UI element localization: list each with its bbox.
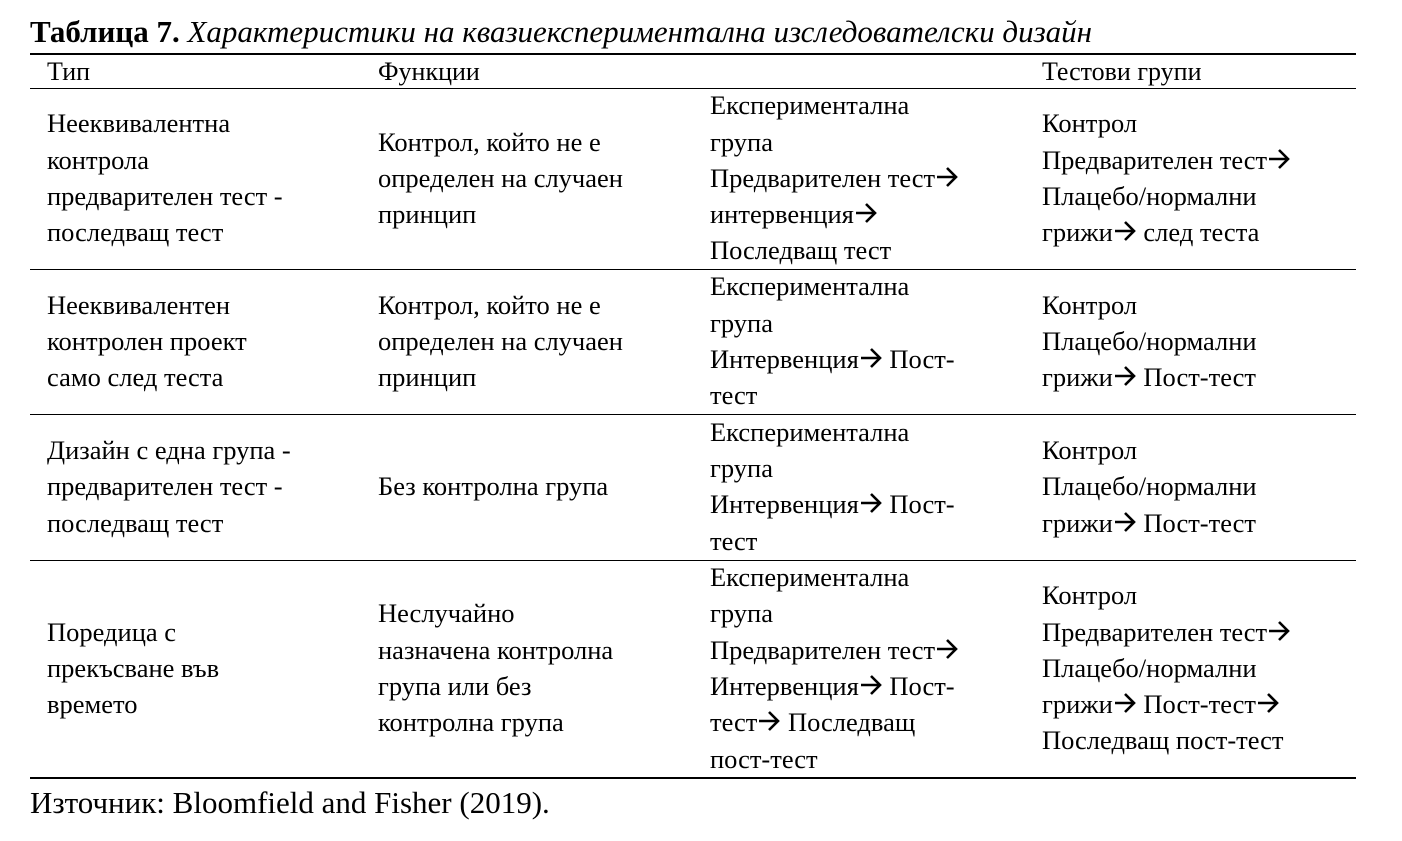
cell-line — [1042, 105, 1291, 141]
cell-text: Плацебо/нормални — [1042, 180, 1257, 211]
cell-text: Нееквивалентна — [47, 108, 231, 139]
cell-line — [710, 268, 955, 304]
cell-text: грижи — [1042, 689, 1113, 720]
cell-line — [710, 377, 955, 413]
cell-line — [47, 686, 219, 722]
cell-line — [710, 523, 955, 559]
cell-text: Експериментална — [710, 416, 910, 447]
cell-text-after: Пост- — [882, 343, 955, 374]
functions-cell — [378, 468, 608, 504]
cell-text: Предварителен тест — [1042, 616, 1268, 647]
cell-line — [710, 486, 955, 522]
arrow-right-icon — [1113, 508, 1137, 536]
cell-text: Експериментална — [710, 562, 910, 593]
cell-line — [378, 704, 613, 740]
experimental-cell — [710, 559, 959, 777]
cell-text-after: Пост- — [882, 670, 955, 701]
cell-text: интервенция — [710, 199, 854, 230]
cell-text: контролна група — [378, 707, 564, 738]
cell-line — [710, 668, 959, 704]
arrow-right-icon — [1256, 689, 1280, 717]
cell-text: група — [710, 453, 773, 484]
cell-line — [710, 704, 959, 740]
cell-text: Плацебо/нормални — [1042, 325, 1257, 356]
rule-row-3 — [30, 560, 1356, 561]
cell-text: само след теста — [47, 362, 224, 393]
cell-line — [378, 196, 623, 232]
arrow-right-icon — [859, 671, 883, 699]
cell-text: Контрол — [1042, 435, 1138, 466]
cell-line — [710, 87, 959, 123]
cell-line — [47, 214, 283, 250]
cell-line — [47, 287, 247, 323]
cell-text: принцип — [378, 199, 477, 230]
cell-line — [710, 341, 955, 377]
rule-row-1 — [30, 269, 1356, 270]
cell-line — [710, 196, 959, 232]
header-functions: Функции — [378, 57, 480, 86]
arrow-right-icon — [757, 707, 781, 735]
cell-line — [710, 741, 959, 777]
cell-line — [378, 632, 613, 668]
cell-text: група — [710, 598, 773, 629]
cell-text: група — [710, 126, 773, 157]
cell-text: Контрол — [1042, 289, 1138, 320]
cell-text: контролен проект — [47, 325, 247, 356]
cell-text: Експериментална — [710, 90, 910, 121]
cell-line — [1042, 686, 1291, 722]
arrow-right-icon — [1113, 689, 1137, 717]
cell-line — [710, 232, 959, 268]
cell-text: тест — [710, 525, 758, 556]
cell-line — [710, 124, 959, 160]
arrow-right-icon — [854, 199, 878, 227]
cell-line — [710, 450, 955, 486]
table-caption — [30, 12, 1092, 52]
cell-text: Неслучайно — [378, 598, 515, 629]
cell-text: Плацебо/нормални — [1042, 471, 1257, 502]
cell-line — [710, 414, 955, 450]
arrow-right-icon — [1267, 617, 1291, 645]
table-title: Характеристики на квазиекспериментална изследователски дизайн — [187, 14, 1093, 49]
arrow-right-icon — [859, 489, 883, 517]
cell-text: Контрол, който не е — [378, 126, 601, 157]
cell-line — [1042, 432, 1257, 468]
cell-text-after: Пост-тест — [1136, 507, 1256, 538]
rule-header — [30, 88, 1356, 89]
type-cell — [47, 432, 291, 541]
cell-text: Поредица с — [47, 616, 177, 647]
cell-line — [378, 668, 613, 704]
arrow-right-icon — [1113, 362, 1137, 390]
control-cell — [1042, 432, 1257, 541]
experimental-cell — [710, 87, 959, 268]
rule-row-2 — [30, 414, 1356, 415]
arrow-right-icon — [859, 344, 883, 372]
cell-text: Плацебо/нормални — [1042, 652, 1257, 683]
cell-text: Предварителен тест — [710, 162, 936, 193]
arrow-right-icon — [935, 635, 959, 663]
cell-text: предварителен тест - — [47, 471, 283, 502]
cell-text: прекъсване във — [47, 652, 220, 683]
cell-line — [1042, 577, 1291, 613]
cell-line — [378, 124, 623, 160]
cell-text: Дизайн с една група - — [47, 435, 291, 466]
cell-line — [1042, 505, 1257, 541]
cell-text: грижи — [1042, 507, 1113, 538]
cell-text: определен на случаен — [378, 162, 623, 193]
cell-line — [710, 305, 955, 341]
cell-line — [378, 359, 623, 395]
cell-line — [47, 323, 247, 359]
cell-line — [378, 323, 623, 359]
type-cell — [47, 105, 283, 250]
cell-line — [1042, 614, 1291, 650]
control-cell — [1042, 577, 1291, 758]
cell-line — [378, 287, 623, 323]
cell-line — [378, 595, 613, 631]
cell-line — [1042, 650, 1291, 686]
cell-text: Контрол — [1042, 580, 1138, 611]
cell-line — [710, 595, 959, 631]
cell-text: Последващ тест — [710, 235, 892, 266]
cell-line — [47, 105, 283, 141]
cell-text: определен на случаен — [378, 325, 623, 356]
cell-text: Предварителен тест — [710, 634, 936, 665]
cell-line — [1042, 287, 1257, 323]
cell-line — [1042, 214, 1291, 250]
control-cell — [1042, 287, 1257, 396]
cell-line — [47, 432, 291, 468]
source-note: Източник: Bloomfield and Fisher (2019). — [30, 785, 550, 820]
type-cell — [47, 287, 247, 396]
cell-line — [47, 468, 291, 504]
cell-line — [47, 505, 291, 541]
cell-text: група — [710, 307, 773, 338]
control-cell — [1042, 105, 1291, 250]
cell-line — [47, 614, 219, 650]
cell-line — [710, 160, 959, 196]
cell-text: Интервенция — [710, 670, 859, 701]
type-cell — [47, 614, 219, 723]
cell-text: Контрол, който не е — [378, 289, 601, 320]
cell-text: Нееквивалентен — [47, 289, 231, 320]
cell-text: Последващ пост-тест — [1042, 725, 1284, 756]
cell-text: тест — [710, 707, 758, 738]
cell-line — [378, 468, 608, 504]
cell-text: грижи — [1042, 217, 1113, 248]
cell-line — [710, 559, 959, 595]
cell-text: Без контролна група — [378, 471, 609, 502]
header-test-groups: Тестови групи — [1042, 57, 1202, 86]
cell-text: последващ тест — [47, 507, 224, 538]
functions-cell — [378, 124, 623, 233]
cell-text-after: Пост-тест — [1136, 362, 1256, 393]
cell-text: времето — [47, 689, 138, 720]
functions-cell — [378, 287, 623, 396]
cell-text: Контрол — [1042, 108, 1138, 139]
cell-line — [710, 632, 959, 668]
cell-text-after: след теста — [1136, 217, 1260, 248]
experimental-cell — [710, 414, 955, 559]
cell-text: Интервенция — [710, 343, 859, 374]
cell-text: контрола — [47, 144, 150, 175]
cell-line — [1042, 142, 1291, 178]
cell-line — [1042, 178, 1291, 214]
cell-text: последващ тест — [47, 217, 224, 248]
rule-bottom — [30, 777, 1356, 779]
cell-line — [1042, 722, 1291, 758]
header-type: Тип — [47, 57, 91, 86]
cell-text-after: Последващ — [781, 707, 916, 738]
cell-line — [1042, 323, 1257, 359]
table-label: Таблица 7. — [30, 14, 180, 49]
cell-line — [47, 142, 283, 178]
functions-cell — [378, 595, 613, 740]
cell-text: принцип — [378, 362, 477, 393]
cell-text: Интервенция — [710, 489, 859, 520]
arrow-right-icon — [1267, 145, 1291, 173]
experimental-cell — [710, 268, 955, 413]
cell-text-after: Пост- — [882, 489, 955, 520]
cell-text: пост-тест — [710, 743, 818, 774]
arrow-right-icon — [935, 163, 959, 191]
cell-text: предварителен тест - — [47, 180, 283, 211]
cell-line — [1042, 359, 1257, 395]
cell-line — [47, 359, 247, 395]
cell-text: Експериментална — [710, 271, 910, 302]
cell-line — [378, 160, 623, 196]
cell-text: грижи — [1042, 362, 1113, 393]
cell-line — [47, 650, 219, 686]
cell-text-after: Пост-тест — [1136, 689, 1256, 720]
cell-text: група или без — [378, 670, 532, 701]
cell-text: Предварителен тест — [1042, 144, 1268, 175]
cell-line — [1042, 468, 1257, 504]
cell-text: назначена контролна — [378, 634, 614, 665]
arrow-right-icon — [1113, 217, 1137, 245]
cell-text: тест — [710, 380, 758, 411]
cell-line — [47, 178, 283, 214]
